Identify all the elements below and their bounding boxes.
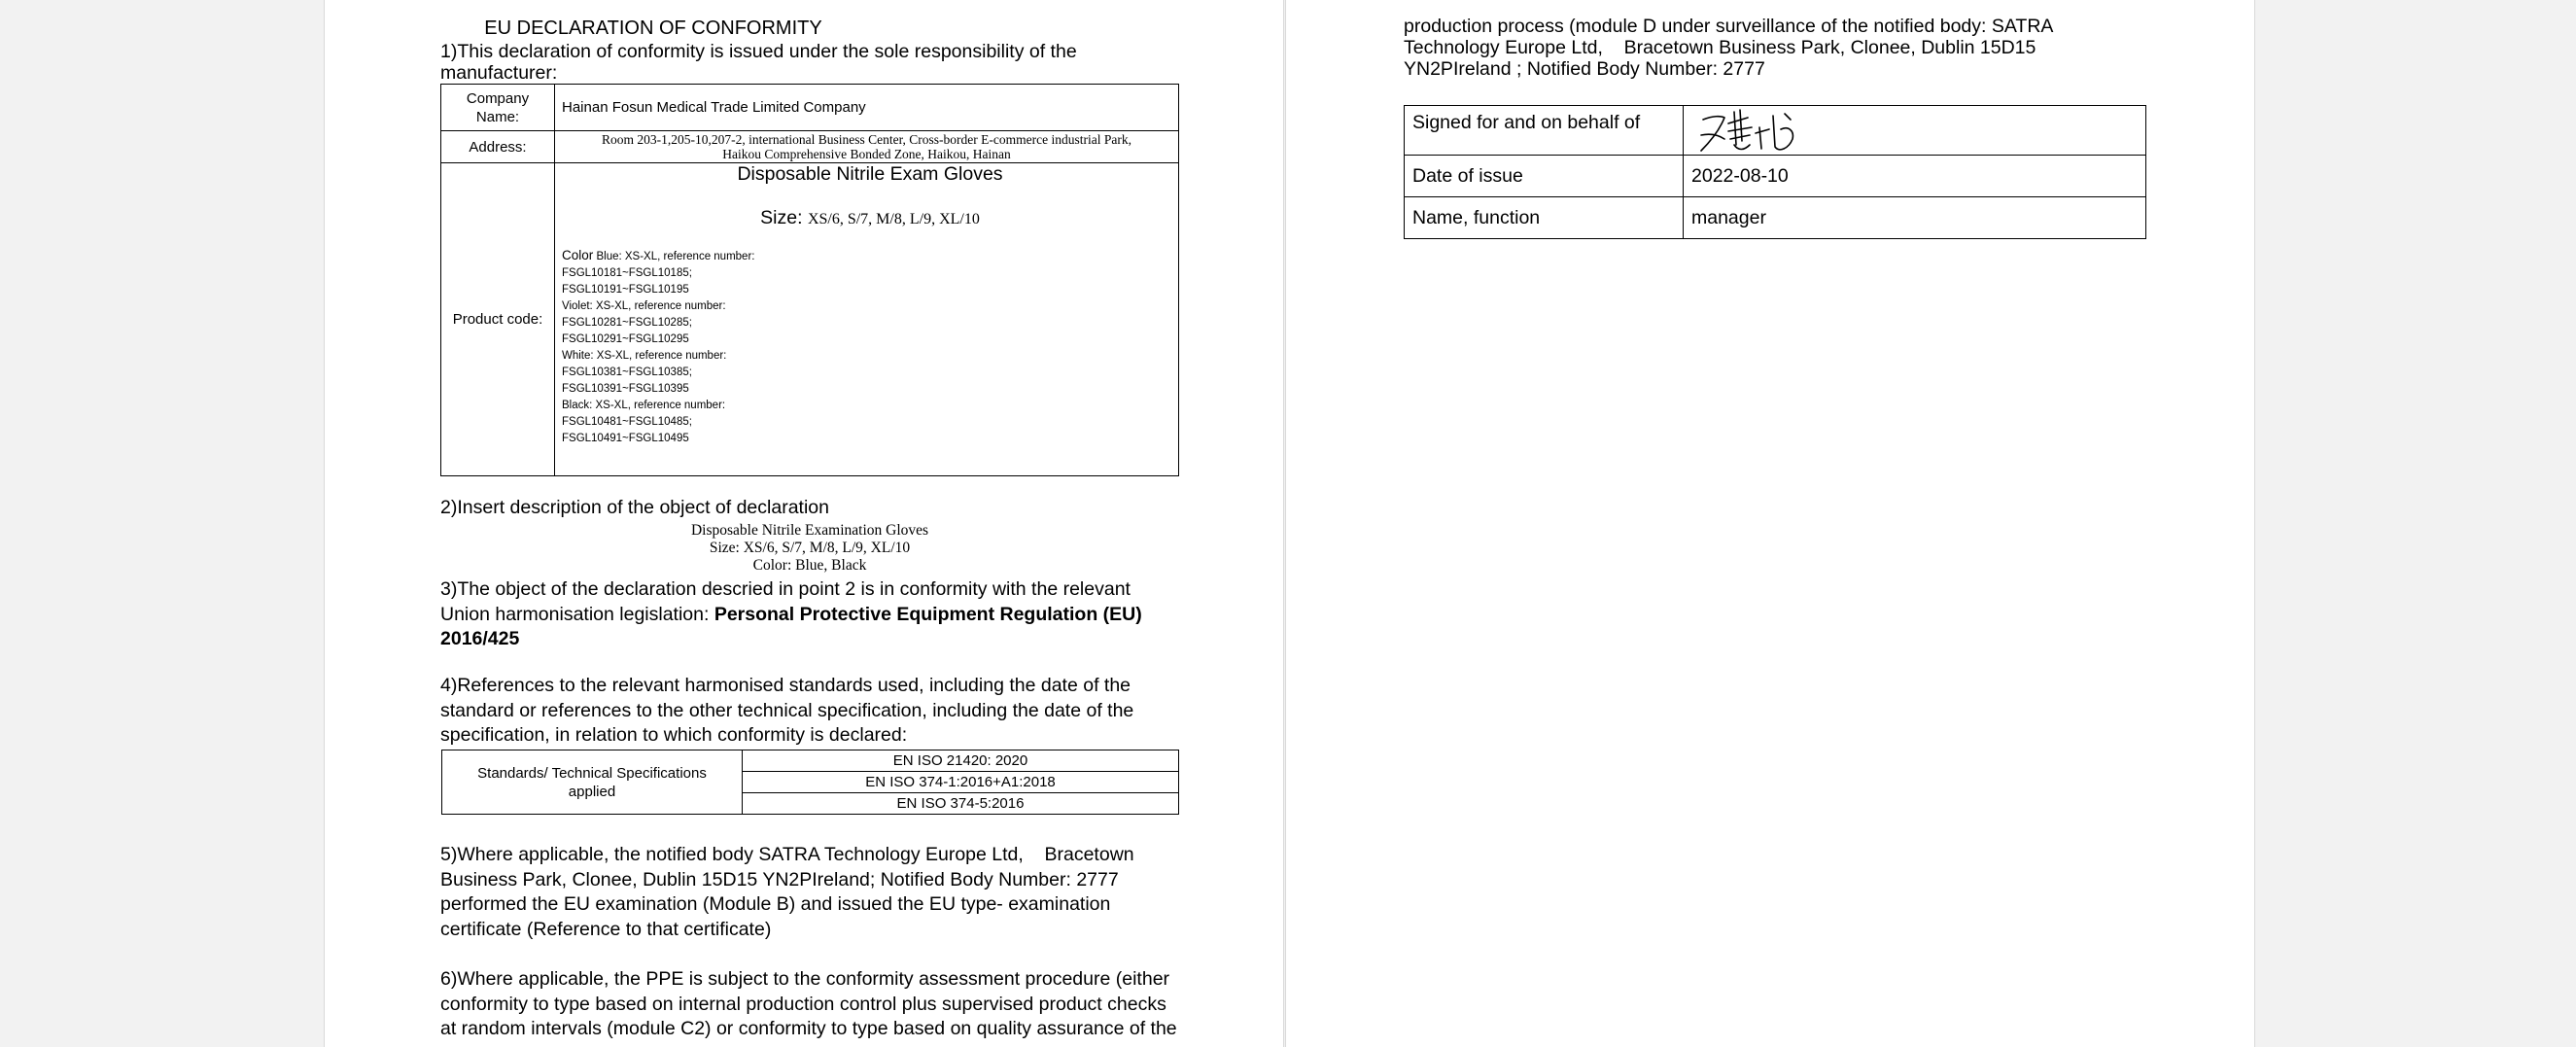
section-5 bbox=[440, 843, 1160, 942]
section-6-continuation bbox=[1404, 16, 2123, 80]
signature-cell bbox=[1684, 106, 2146, 156]
address-label: Address: bbox=[441, 131, 555, 163]
color-line: FSGL10291~FSGL10295 bbox=[562, 333, 689, 345]
standards-label-line-1: Standards/ Technical Specifications bbox=[477, 764, 707, 782]
standards-label bbox=[442, 750, 743, 815]
section-5-line-2: Business Park, Clonee, Dublin 15D15 YN2PIreland; Notified Body Number: 2777 bbox=[440, 868, 1119, 890]
section-6-line-3: at random intervals (module C2) or conformity to type based on quality assurance of the bbox=[440, 1018, 1177, 1039]
standard-item: EN ISO 374-5:2016 bbox=[743, 793, 1179, 815]
color-line: White: XS-XL, reference number: bbox=[562, 350, 727, 362]
section-2-description bbox=[440, 522, 1179, 575]
section-6-line-2: conformity to type based on internal production control plus supervised product checks bbox=[440, 993, 1166, 1015]
section-3-line-2 bbox=[440, 603, 1160, 628]
document-page-2 bbox=[1285, 0, 2255, 1047]
address-value bbox=[555, 131, 1179, 163]
color-line: FSGL10381~FSGL10385; bbox=[562, 366, 692, 378]
color-line: Black: XS-XL, reference number: bbox=[562, 400, 726, 411]
date-of-issue-value: 2022-08-10 bbox=[1684, 156, 2146, 197]
size-value: XS/6, S/7, M/8, L/9, XL/10 bbox=[807, 211, 980, 227]
color-line: FSGL10481~FSGL10485; bbox=[562, 416, 692, 428]
color-reference-list bbox=[562, 247, 1178, 447]
color-line: FSGL10181~FSGL10185; bbox=[562, 267, 692, 279]
product-code-cell bbox=[555, 163, 1179, 476]
standards-table bbox=[441, 750, 1179, 815]
color-line: Blue: XS-XL, reference number: bbox=[596, 251, 755, 262]
color-line: Violet: XS-XL, reference number: bbox=[562, 300, 726, 312]
section-3-line-1: 3)The object of the declaration descried in point 2 is in conformity with the relevant bbox=[440, 578, 1131, 600]
signed-label: Signed for and on behalf of bbox=[1405, 106, 1684, 156]
section-5-line-1: 5)Where applicable, the notified body SATRA Technology Europe Ltd, Bracetown bbox=[440, 844, 1134, 865]
handwritten-signature bbox=[1691, 106, 1837, 155]
color-line: FSGL10281~FSGL10285; bbox=[562, 317, 692, 329]
description-line-2: Size: XS/6, S/7, M/8, L/9, XL/10 bbox=[709, 540, 911, 556]
color-line: FSGL10391~FSGL10395 bbox=[562, 383, 689, 395]
regulation-name: Personal Protective Equipment Regulation (EU) bbox=[714, 603, 1142, 625]
continuation-line-1: production process (module D under surveillance of the notified body: SATRA bbox=[1404, 16, 2054, 37]
section-1-line-2: manufacturer: bbox=[440, 61, 558, 84]
product-name: Disposable Nitrile Exam Gloves bbox=[737, 163, 1003, 185]
company-name-label-line-1: Company bbox=[466, 89, 530, 107]
regulation-number: 2016/425 bbox=[440, 628, 520, 649]
color-line: FSGL10191~FSGL10195 bbox=[562, 284, 689, 296]
section-4-line-2: standard or references to the other technical specification, including the date of the bbox=[440, 699, 1134, 721]
product-size bbox=[562, 207, 1178, 229]
section-1 bbox=[440, 40, 1160, 86]
name-function-label: Name, function bbox=[1405, 197, 1684, 239]
section-3-prefix: Union harmonisation legislation: bbox=[440, 603, 714, 625]
section-5-line-4: certificate (Reference to that certificate) bbox=[440, 918, 772, 940]
description-line-3: Color: Blue, Black bbox=[752, 557, 867, 574]
section-6-line-1: 6)Where applicable, the PPE is subject to the conformity assessment procedure (either bbox=[440, 968, 1170, 990]
section-4-line-3: specification, in relation to which conformity is declared: bbox=[440, 724, 908, 746]
color-label: Color bbox=[562, 248, 594, 262]
standard-item: EN ISO 21420: 2020 bbox=[743, 750, 1179, 772]
company-name-label bbox=[441, 85, 555, 131]
section-4-line-1: 4)References to the relevant harmonised standards used, including the date of the bbox=[440, 675, 1131, 696]
description-line-1: Disposable Nitrile Examination Gloves bbox=[690, 522, 929, 539]
address-line-2: Haikou Comprehensive Bonded Zone, Haikou, Hainan bbox=[722, 147, 1011, 161]
section-3 bbox=[440, 577, 1160, 652]
address-line-1: Room 203-1,205-10,207-2, international Business Center, Cross-border E-commerce industrial Park, bbox=[602, 132, 1131, 147]
date-of-issue-label: Date of issue bbox=[1405, 156, 1684, 197]
color-line: FSGL10491~FSGL10495 bbox=[562, 433, 689, 444]
company-name-value: Hainan Fosun Medical Trade Limited Company bbox=[555, 85, 1179, 131]
name-function-value: manager bbox=[1684, 197, 2146, 239]
section-6 bbox=[440, 967, 1179, 1042]
section-5-line-3: performed the EU examination (Module B) and issued the EU type- examination bbox=[440, 893, 1111, 915]
section-1-line-1: 1)This declaration of conformity is issued under the sole responsibility of the bbox=[440, 41, 1077, 62]
continuation-line-2: Technology Europe Ltd, Bracetown Business Park, Clonee, Dublin 15D15 bbox=[1404, 37, 2036, 58]
product-code-label: Product code: bbox=[441, 163, 555, 476]
size-label: Size: bbox=[760, 207, 803, 228]
document-page-1 bbox=[324, 0, 1284, 1047]
declaration-title: EU DECLARATION OF CONFORMITY bbox=[484, 17, 822, 39]
signature-table bbox=[1404, 105, 2146, 239]
standard-item: EN ISO 374-1:2016+A1:2018 bbox=[743, 772, 1179, 793]
standards-label-line-2: applied bbox=[568, 783, 616, 800]
section-4 bbox=[440, 674, 1160, 749]
company-name-label-line-2: Name: bbox=[475, 108, 520, 125]
continuation-line-3: YN2PIreland ; Notified Body Number: 2777 bbox=[1404, 58, 1765, 80]
section-2-heading: 2)Insert description of the object of declaration bbox=[440, 497, 829, 518]
company-info-table bbox=[440, 84, 1179, 476]
